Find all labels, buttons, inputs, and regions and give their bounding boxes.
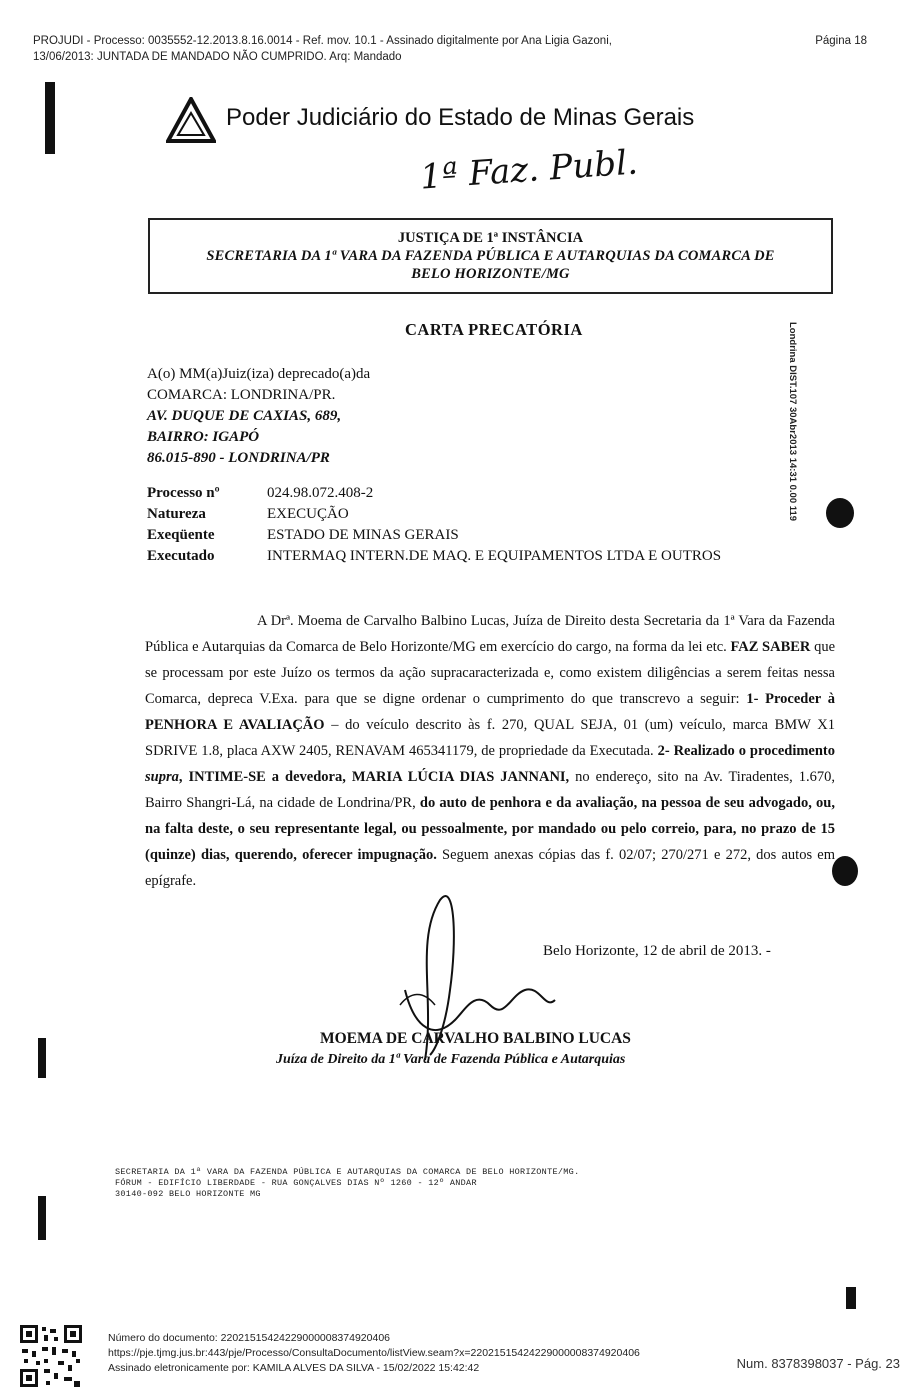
address-line-2: FÓRUM - EDIFÍCIO LIBERDADE - RUA GONÇALVES DIAS Nº 1260 - 12º ANDAR xyxy=(115,1178,477,1188)
projudi-header xyxy=(33,33,612,65)
process-value: 024.98.072.408-2 xyxy=(267,485,374,501)
process-table xyxy=(147,483,721,567)
header-line-1: PROJUDI - Processo: 0035552-12.2013.8.16.0014 - Ref. mov. 10.1 - Assinado digitalmente por Ana Ligia Gazoni, xyxy=(33,35,612,47)
secretariat-address xyxy=(115,1167,579,1200)
court-header-box xyxy=(148,218,833,294)
addressee-line-1: A(o) MM(a)Juiz(iza) deprecado(a)da xyxy=(147,366,371,382)
signed-by: Assinado eletronicamente por: KAMILA ALVES DA SILVA - 15/02/2022 15:42:42 xyxy=(108,1362,480,1374)
process-key: Natureza xyxy=(147,506,206,522)
body-paragraph xyxy=(145,608,835,894)
city-line: BELO HORIZONTE/MG xyxy=(411,266,570,282)
body-part-6: Seguem anexas cópias das f. 02/07; 270/271 e 272, dos autos em epígrafe. xyxy=(145,847,835,889)
court-name: Poder Judiciário do Estado de Minas Gerais xyxy=(226,104,695,131)
document-number: Número do documento: 22021515424229000008374920406 xyxy=(108,1332,390,1344)
addressee-block xyxy=(147,364,370,469)
body-part-4: no endereço, sito na Av. Tiradentes, 1.670, Bairro Shangri-Lá, na cidade de Londrina/PR, xyxy=(145,769,835,811)
body-intro: A Drª. Moema de Carvalho Balbino Lucas, Juíza de Direito desta Secretaria da 1ª Vara da Fazenda Pública e Autarquias da Comarca de Belo Horizonte/MG em exercício do cargo, na forma da lei etc. xyxy=(145,613,835,655)
supra-word: supra xyxy=(145,769,179,785)
address-line-1: SECRETARIA DA 1ª VARA DA FAZENDA PÚBLICA E AUTARQUIAS DA COMARCA DE BELO HORIZONTE/MG. xyxy=(115,1167,580,1177)
num-page: Num. 8378398037 - Pág. 23 xyxy=(736,1356,900,1371)
handwritten-signature xyxy=(395,880,565,1080)
process-key: Exeqüente xyxy=(147,527,215,543)
process-key: Processo nº xyxy=(147,485,220,501)
body-part-5: do auto de penhora e da avaliação, na pessoa de seu advogado, ou, na falta deste, o seu representante legal, ou pessoalmente, por mandado ou pelo correio, para, no prazo de 15 (quinze) dias, querendo, oferecer impugnação. xyxy=(145,795,835,863)
punch-hole xyxy=(826,498,854,528)
court-logo-icon xyxy=(166,97,216,143)
scan-mark xyxy=(38,1196,46,1240)
protocol-stamp xyxy=(782,322,804,552)
signer-role: Juíza de Direito da 1ª Vara de Fazenda Pública e Autarquias xyxy=(276,1052,626,1067)
process-row xyxy=(147,483,721,504)
document-title: CARTA PRECATÓRIA xyxy=(405,320,583,339)
place-date: Belo Horizonte, 12 de abril de 2013. - xyxy=(543,943,771,959)
faz-saber: FAZ SABER xyxy=(730,639,811,655)
addressee-line-2: COMARCA: LONDRINA/PR. xyxy=(147,387,336,403)
addressee-line-4: BAIRRO: IGAPÓ xyxy=(147,429,260,445)
address-line-3: 30140-092 BELO HORIZONTE MG xyxy=(115,1189,261,1199)
process-row xyxy=(147,525,721,546)
instance-line: JUSTIÇA DE 1ª INSTÂNCIA xyxy=(397,230,584,246)
secretariat-line: SECRETARIA DA 1ª VARA DA FAZENDA PÚBLICA E AUTARQUIAS DA COMARCA DE xyxy=(206,248,775,264)
signer-name: MOEMA DE CARVALHO BALBINO LUCAS xyxy=(320,1030,631,1047)
qr-code-icon xyxy=(18,1323,84,1389)
process-row xyxy=(147,546,721,567)
protocol-stamp-text: Londrina DIST.107 30Abr2013 14:31 0.00 119 xyxy=(787,322,798,522)
process-info xyxy=(147,483,721,567)
electronic-signature-info xyxy=(108,1331,640,1376)
process-value: EXECUÇÃO xyxy=(267,506,349,522)
page-number: Página 18 xyxy=(815,35,867,47)
scan-mark xyxy=(38,1038,46,1078)
process-value: ESTADO DE MINAS GERAIS xyxy=(267,527,459,543)
header-line-2: 13/06/2013: JUNTADA DE MANDADO NÃO CUMPRIDO. Arq: Mandado xyxy=(33,51,402,63)
scan-mark xyxy=(846,1287,856,1309)
addressee-line-5: 86.015-890 - LONDRINA/PR xyxy=(147,450,330,466)
scan-mark xyxy=(45,82,55,154)
body-part-3: – do veículo descrito às f. 270, QUAL SEJA, 01 (um) veículo, marca BMW X1 SDRIVE 1.8, placa AXW 2405, RENAVAM 465341179, de propriedade da Executada. xyxy=(145,717,835,759)
process-key: Executado xyxy=(147,548,215,564)
handwritten-annotation: 1ª Faz. Publ. xyxy=(418,142,640,198)
punch-hole xyxy=(832,856,858,886)
process-row xyxy=(147,504,721,525)
item-1: 1- Proceder à PENHORA E AVALIAÇÃO xyxy=(145,691,835,733)
body-part-2: que se processam por este Juízo os termos da ação supracaracterizada e, como existem diligências a serem feitas nessa Comarca, depreca V.Exa. para que se digne ordenar o cumprimento do que transcrevo a seguir: xyxy=(145,639,836,707)
addressee-line-3: AV. DUQUE DE CAXIAS, 689, xyxy=(147,408,342,424)
document-url[interactable]: https://pje.tjmg.jus.br:443/pje/Processo/ConsultaDocumento/listView.seam?x=22021515424229000008374920406 xyxy=(108,1347,640,1359)
item-2a: 2- Realizado o procedimento xyxy=(657,743,835,759)
item-2b: , INTIME-SE a devedora, MARIA LÚCIA DIAS JANNANI, xyxy=(178,769,570,785)
process-value: INTERMAQ INTERN.DE MAQ. E EQUIPAMENTOS LTDA E OUTROS xyxy=(267,548,722,564)
